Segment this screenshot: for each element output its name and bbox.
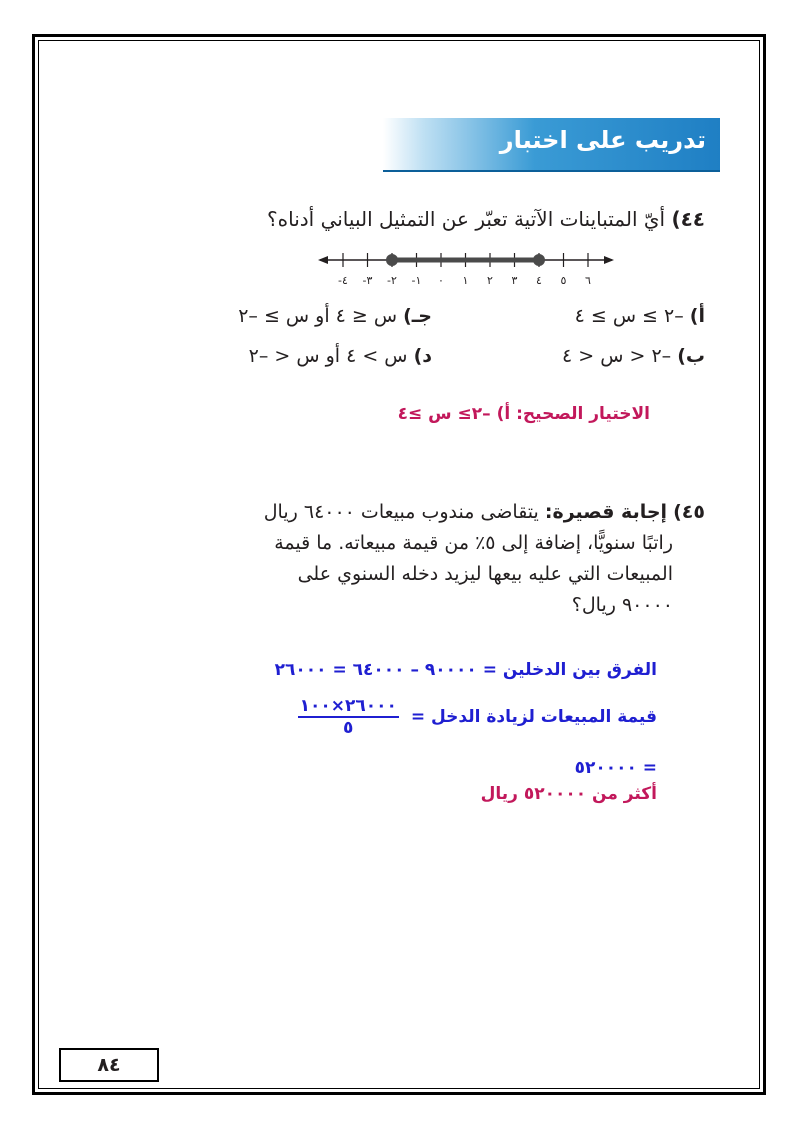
closed-point (533, 254, 545, 266)
option-a: أ) –٢ ≥ س ≥ ٤ (574, 305, 705, 327)
solution-label: قيمة المبيعات لزيادة الدخل = (410, 707, 657, 727)
tick-label: ٣ (511, 274, 518, 287)
arrow-left-icon (318, 256, 328, 264)
solution-line-3: = ٥٢٠٠٠٠ (574, 758, 657, 778)
tick-label: -٢ (387, 274, 397, 287)
solution-line-1: الفرق بين الدخلين = ٩٠٠٠٠ – ٦٤٠٠٠ = ٢٦٠٠٠ (274, 660, 657, 680)
number-line (0, 240, 800, 540)
final-answer: أكثر من ٥٢٠٠٠٠ ريال (480, 784, 657, 804)
q45-number: ٤٥) (673, 501, 705, 523)
fraction (298, 696, 399, 738)
q45-line-1: يتقاضى مندوب مبيعات ٦٤٠٠٠ ريال (263, 501, 539, 523)
q44-number: ٤٤) (671, 207, 705, 231)
option-d: د) س > ٤ أو س < –٢ (248, 345, 432, 367)
tick-label: ٠ (438, 274, 444, 287)
q45-line-4: ٩٠٠٠٠ ريال؟ (571, 594, 673, 616)
tick-label: -٣ (362, 274, 373, 287)
tick-label: ١ (462, 274, 469, 287)
tick-label: -٤ (338, 274, 348, 287)
q45-label: إجابة قصيرة: (544, 501, 668, 523)
q44-text: أيّ المتباينات الآتية تعبّر عن التمثيل البياني أدناه؟ (267, 207, 666, 231)
q45-line-3: المبيعات التي عليه بيعها ليزيد دخله السنوي على (297, 563, 673, 585)
tick-label: ٦ (585, 274, 591, 287)
tick-label: ٢ (487, 274, 493, 287)
q45-prompt (264, 497, 705, 621)
q44-prompt (267, 207, 705, 231)
tick-label: -١ (411, 274, 422, 287)
solution-line-2 (298, 696, 657, 738)
q44-answer: الاختيار الصحيح: أ) –٢≥ س ≥٤ (397, 404, 650, 424)
option-c: جـ) س ≤ ٤ أو س ≥ –٢ (238, 305, 432, 327)
section-banner (383, 118, 720, 172)
page-number: ٨٤ (59, 1048, 159, 1082)
option-b: ب) –٢ < س < ٤ (562, 345, 705, 367)
q45-line-2: راتبًا سنويًّا، إضافة إلى ٥٪ من قيمة مبيعاته. ما قيمة (274, 532, 673, 554)
arrow-right-icon (604, 256, 614, 264)
fraction-numerator: ٢٦٠٠٠×١٠٠ (299, 696, 397, 716)
closed-point (386, 254, 398, 266)
tick-label: ٥ (560, 274, 567, 287)
fraction-denominator: ٥ (343, 718, 354, 738)
tick-label: ٤ (536, 274, 542, 287)
section-title: تدريب على اختبار (499, 126, 706, 154)
